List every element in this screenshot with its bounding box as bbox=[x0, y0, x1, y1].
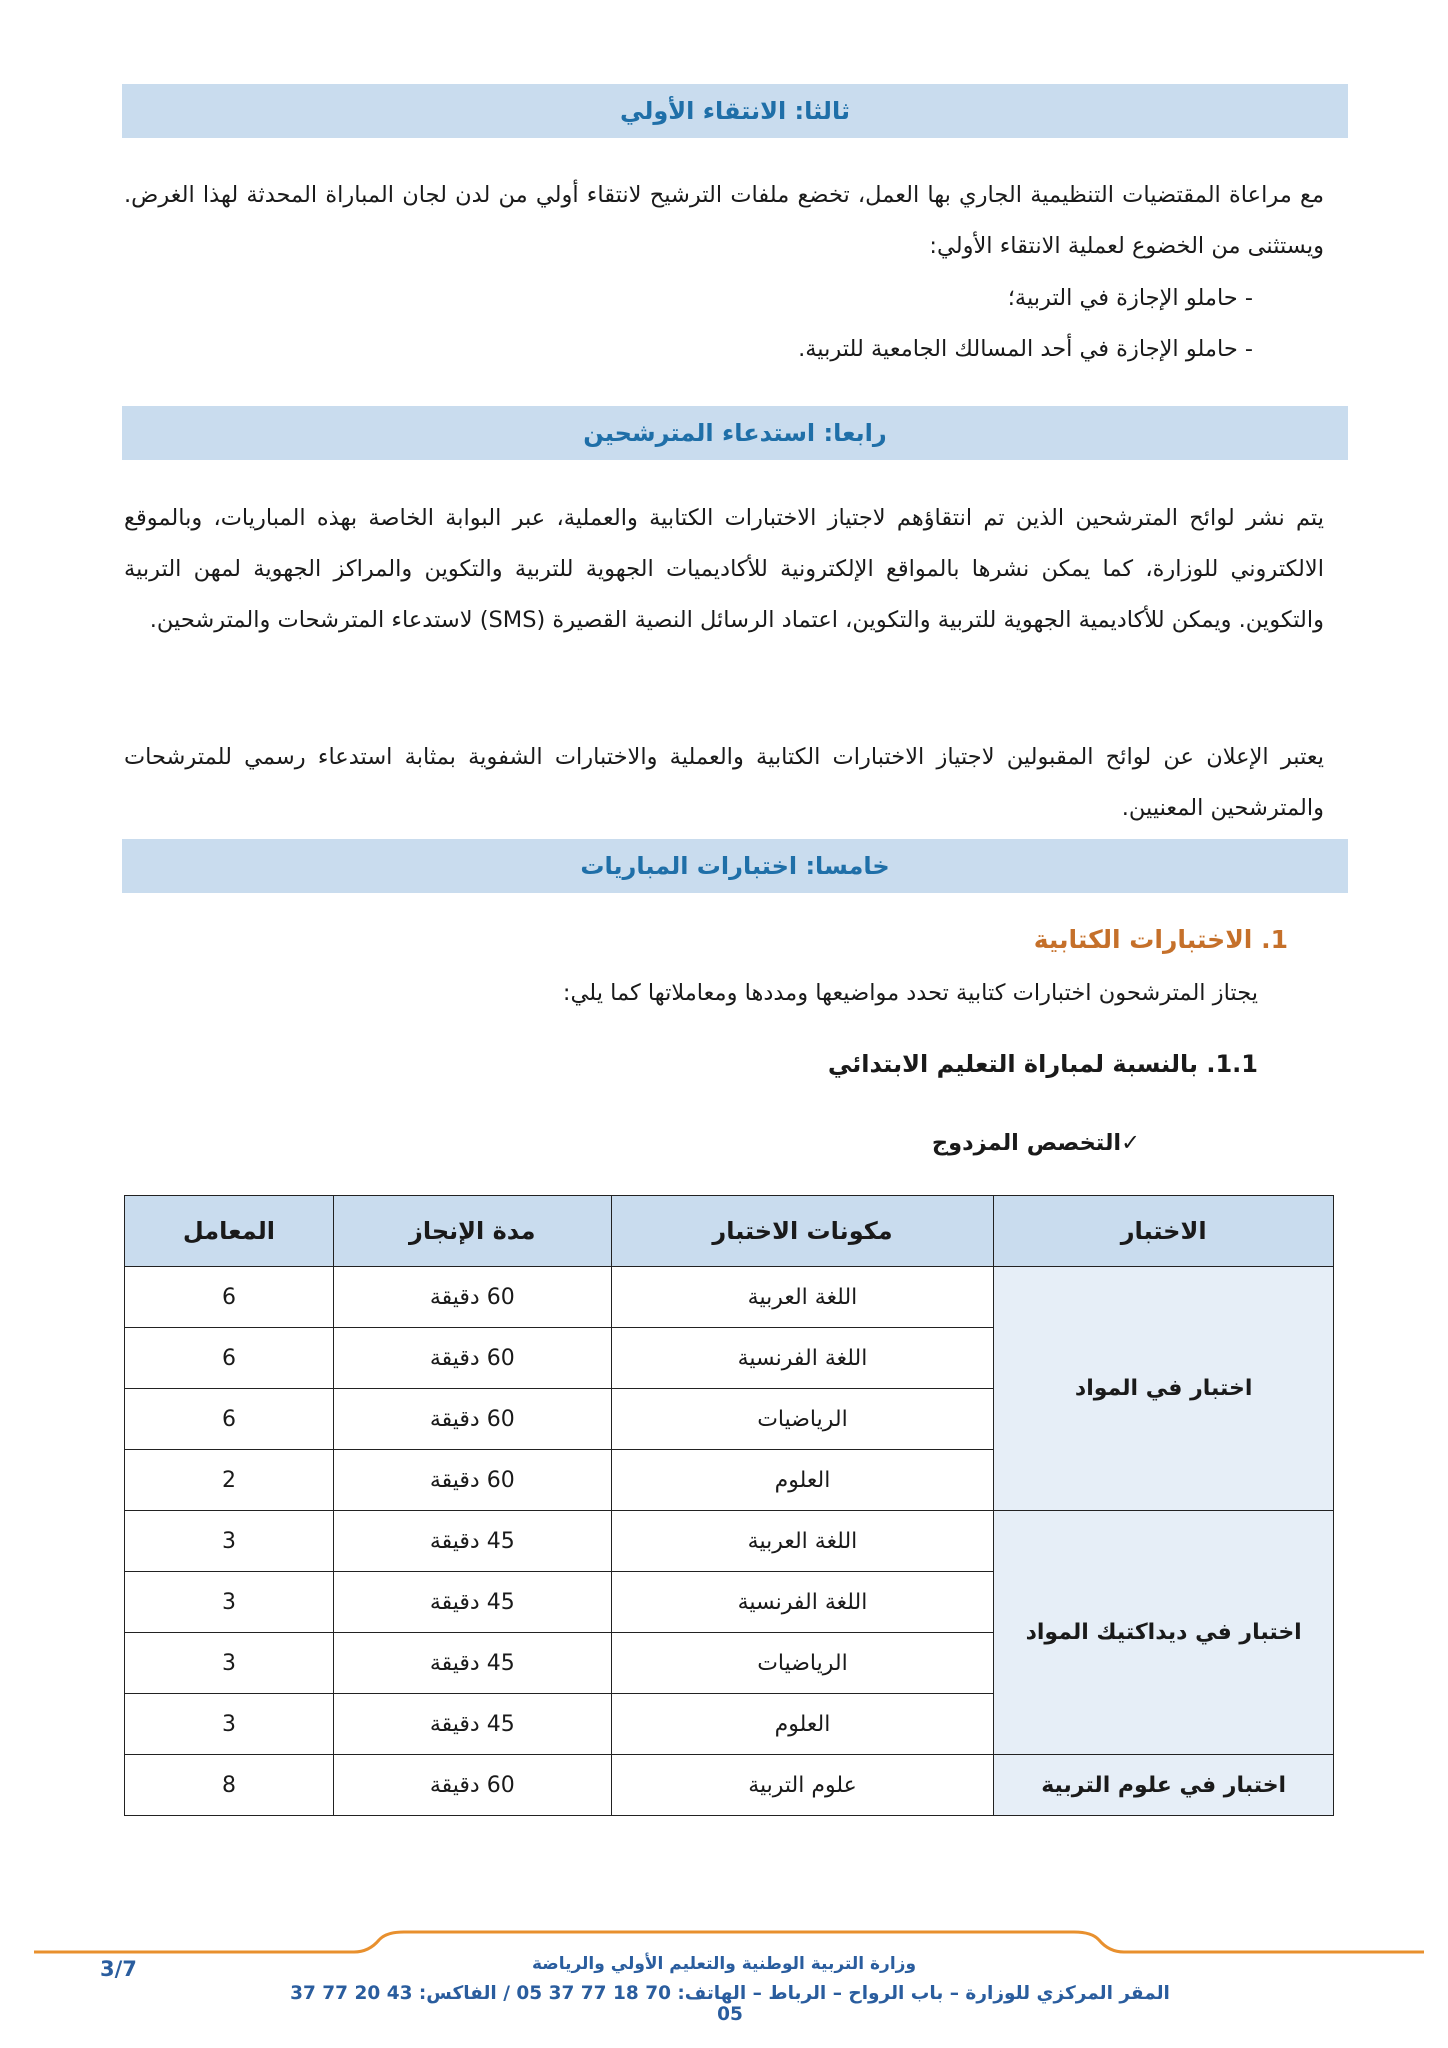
component-cell: اللغة العربية bbox=[611, 1511, 994, 1572]
component-cell: اللغة العربية bbox=[611, 1267, 994, 1328]
section-header-candidate-summons bbox=[122, 406, 1348, 460]
coefficient-cell: 3 bbox=[125, 1511, 334, 1572]
section-header-initial-selection bbox=[122, 84, 1348, 138]
coefficient-cell: 6 bbox=[125, 1328, 334, 1389]
component-cell: الرياضيات bbox=[611, 1389, 994, 1450]
paragraph-text: يتم نشر لوائح المترشحين الذين تم انتقاؤهم لاجتياز الاختبارات الكتابية والعملية، عبر البوابة الخاصة بهذه المباريات، وبالموقع الالكتروني للوزارة، كما يمكن نشرها بالمواقع الإلكترونية للأكاديميات الجهوية للتربية والتكوين والمراكز الجهوية لمهن التربية والتكوين. ويمكن للأكاديمية الجهوية للتربية والتكوين، اعتماد الرسائل النصية القصيرة (SMS) لاستدعاء المترشحات والمترشحين. bbox=[124, 505, 1324, 633]
bullet-item: - حاملو الإجازة في أحد المسالك الجامعية للتربية. bbox=[798, 336, 1253, 362]
coefficient-cell: 6 bbox=[125, 1389, 334, 1450]
paragraph-text: يعتبر الإعلان عن لوائح المقبولين لاجتياز الاختبارات الكتابية والعملية والاختبارات الشفوية بمثابة استدعاء رسمي للمترشحات والمترشحين المعنيين. bbox=[124, 744, 1324, 821]
page-number: 3/7 bbox=[100, 1957, 137, 1981]
group-cell: اختبار في ديداكتيك المواد bbox=[994, 1511, 1334, 1755]
component-cell: العلوم bbox=[611, 1694, 994, 1755]
section-title: رابعا: استدعاء المترشحين bbox=[583, 419, 887, 447]
section-title: ثالثا: الانتقاء الأولي bbox=[620, 97, 850, 125]
sub-subsection-heading: 1.1. بالنسبة لمباراة التعليم الابتدائي bbox=[827, 1050, 1258, 1078]
duration-cell: 45 دقيقة bbox=[333, 1694, 611, 1755]
footer-ministry-name: وزارة التربية الوطنية والتعليم الأولي والرياضة bbox=[531, 1954, 917, 1974]
component-cell: العلوم bbox=[611, 1450, 994, 1511]
duration-cell: 45 دقيقة bbox=[333, 1572, 611, 1633]
group-cell: اختبار في علوم التربية bbox=[994, 1755, 1334, 1816]
duration-cell: 60 دقيقة bbox=[333, 1328, 611, 1389]
column-header: الاختبار bbox=[994, 1196, 1334, 1267]
summons-paragraph-1 bbox=[124, 493, 1324, 646]
component-cell: الرياضيات bbox=[611, 1633, 994, 1694]
coefficient-cell: 8 bbox=[125, 1755, 334, 1816]
section-title: خامسا: اختبارات المباريات bbox=[580, 852, 890, 880]
summons-paragraph-2 bbox=[124, 732, 1324, 834]
subsection-heading: 1. الاختبارات الكتابية bbox=[1033, 925, 1288, 954]
table-row bbox=[125, 1511, 1334, 1572]
component-cell: علوم التربية bbox=[611, 1755, 994, 1816]
component-cell: اللغة الفرنسية bbox=[611, 1328, 994, 1389]
duration-cell: 60 دقيقة bbox=[333, 1389, 611, 1450]
coefficient-cell: 3 bbox=[125, 1633, 334, 1694]
coefficient-cell: 2 bbox=[125, 1450, 334, 1511]
duration-cell: 45 دقيقة bbox=[333, 1633, 611, 1694]
coefficient-cell: 3 bbox=[125, 1694, 334, 1755]
exam-table bbox=[124, 1195, 1334, 1816]
duration-cell: 60 دقيقة bbox=[333, 1267, 611, 1328]
subsection-text: يجتاز المترشحون اختبارات كتابية تحدد مواضيعها ومددها ومعاملاتها كما يلي: bbox=[562, 980, 1258, 1006]
paragraph-text: مع مراعاة المقتضيات التنظيمية الجاري بها العمل، تخضع ملفات الترشيح لانتقاء أولي من لدن لجان المباراة المحدثة لهذا الغرض. ويستثنى من الخضوع لعملية الانتقاء الأولي: bbox=[124, 182, 1324, 259]
initial-selection-paragraph bbox=[124, 170, 1324, 272]
table-row bbox=[125, 1267, 1334, 1328]
column-header: مكونات الاختبار bbox=[611, 1196, 994, 1267]
column-header: مدة الإنجاز bbox=[333, 1196, 611, 1267]
footer-address: المقر المركزي للوزارة – باب الرواح – الرباط – الهاتف: 70 18 77 37 05 / الفاكس: 43 20 77 37 05 bbox=[290, 1983, 1170, 2025]
specialty-checkmark-item: ✓التخصص المزدوج bbox=[931, 1130, 1140, 1156]
group-cell: اختبار في المواد bbox=[994, 1267, 1334, 1511]
table-header-row bbox=[125, 1196, 1334, 1267]
table-row bbox=[125, 1755, 1334, 1816]
duration-cell: 60 دقيقة bbox=[333, 1450, 611, 1511]
coefficient-cell: 6 bbox=[125, 1267, 334, 1328]
coefficient-cell: 3 bbox=[125, 1572, 334, 1633]
component-cell: اللغة الفرنسية bbox=[611, 1572, 994, 1633]
duration-cell: 60 دقيقة bbox=[333, 1755, 611, 1816]
duration-cell: 45 دقيقة bbox=[333, 1511, 611, 1572]
column-header: المعامل bbox=[125, 1196, 334, 1267]
section-header-exams bbox=[122, 839, 1348, 893]
bullet-item: - حاملو الإجازة في التربية؛ bbox=[1007, 285, 1253, 311]
